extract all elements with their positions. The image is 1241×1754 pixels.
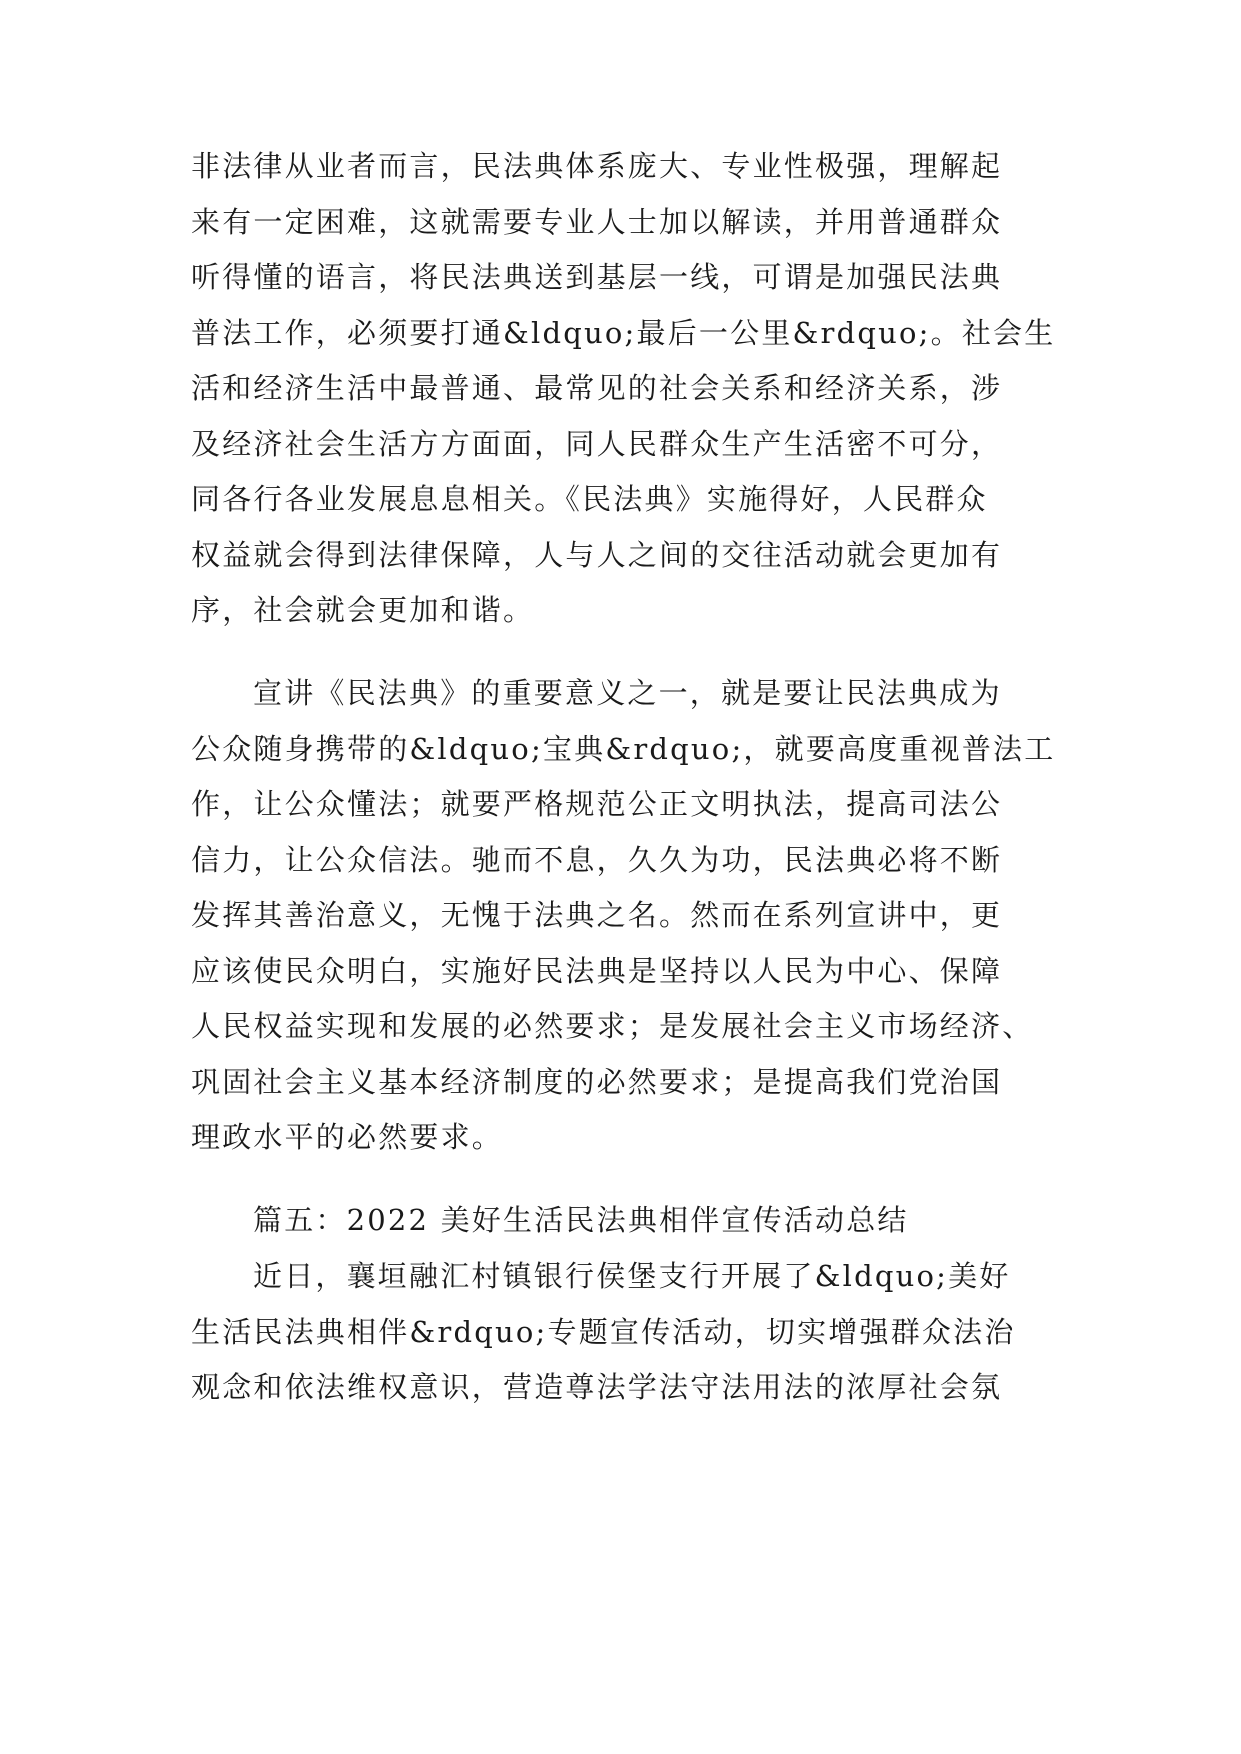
paragraph-line: 作，让公众懂法；就要严格规范公正文明执法，提高司法公: [191, 787, 1003, 821]
paragraph-line: 及经济社会生活方方面面，同人民群众生产生活密不可分，: [191, 426, 1003, 461]
paragraph-line: 来有一定困难，这就需要专业人士加以解读，并用普通群众: [191, 204, 1003, 239]
section-title: 篇五：2022 美好生活民法典相伴宣传活动总结: [253, 1203, 909, 1237]
paragraph-line: 应该使民众明白，实施好民法典是坚持以人民为中心、保障: [191, 953, 1003, 988]
paragraph-line: 人民权益实现和发展的必然要求；是发展社会主义市场经济、: [191, 1009, 1034, 1043]
paragraph-line: 公众随身携带的&ldquo;宝典&rdquo;，就要高度重视普法工: [191, 731, 1056, 766]
paragraph-line: 巩固社会主义基本经济制度的必然要求；是提高我们党治国: [191, 1064, 1003, 1099]
paragraph-3: [191, 1249, 1061, 1416]
paragraph-line: 观念和依法维权意识，营造尊法学法守法用法的浓厚社会氛: [191, 1370, 1003, 1404]
paragraph-line: 近日，襄垣融汇村镇银行侯堡支行开展了&ldquo;美好: [253, 1259, 1011, 1293]
paragraph-line: 权益就会得到法律保障，人与人之间的交往活动就会更加有: [191, 537, 1003, 572]
paragraph-line: 同各行各业发展息息相关。《民法典》实施得好，人民群众: [191, 482, 988, 516]
paragraph-line: 生活民法典相伴&rdquo;专题宣传活动，切实增强群众法治: [191, 1314, 1016, 1349]
paragraph-line: 序，社会就会更加和谐。: [191, 593, 535, 627]
section-heading: [191, 1193, 1061, 1249]
paragraph-2: [191, 666, 1061, 1166]
paragraph-line: 宣讲《民法典》的重要意义之一，就是要让民法典成为: [253, 676, 1002, 710]
paragraph-line: 信力，让公众信法。驰而不息，久久为功，民法典必将不断: [191, 842, 1003, 877]
paragraph-line: 理政水平的必然要求。: [191, 1120, 504, 1154]
paragraph-line: 活和经济生活中最普通、最常见的社会关系和经济关系，涉: [191, 371, 1003, 405]
paragraph-line: 发挥其善治意义，无愧于法典之名。然而在系列宣讲中，更: [191, 898, 1003, 932]
paragraph-1: [191, 139, 1061, 639]
paragraph-line: 普法工作，必须要打通&ldquo;最后一公里&rdquo;。社会生: [191, 315, 1056, 350]
paragraph-line: 听得懂的语言，将民法典送到基层一线，可谓是加强民法典: [191, 260, 1003, 294]
paragraph-line: 非法律从业者而言，民法典体系庞大、专业性极强，理解起: [191, 149, 1003, 183]
